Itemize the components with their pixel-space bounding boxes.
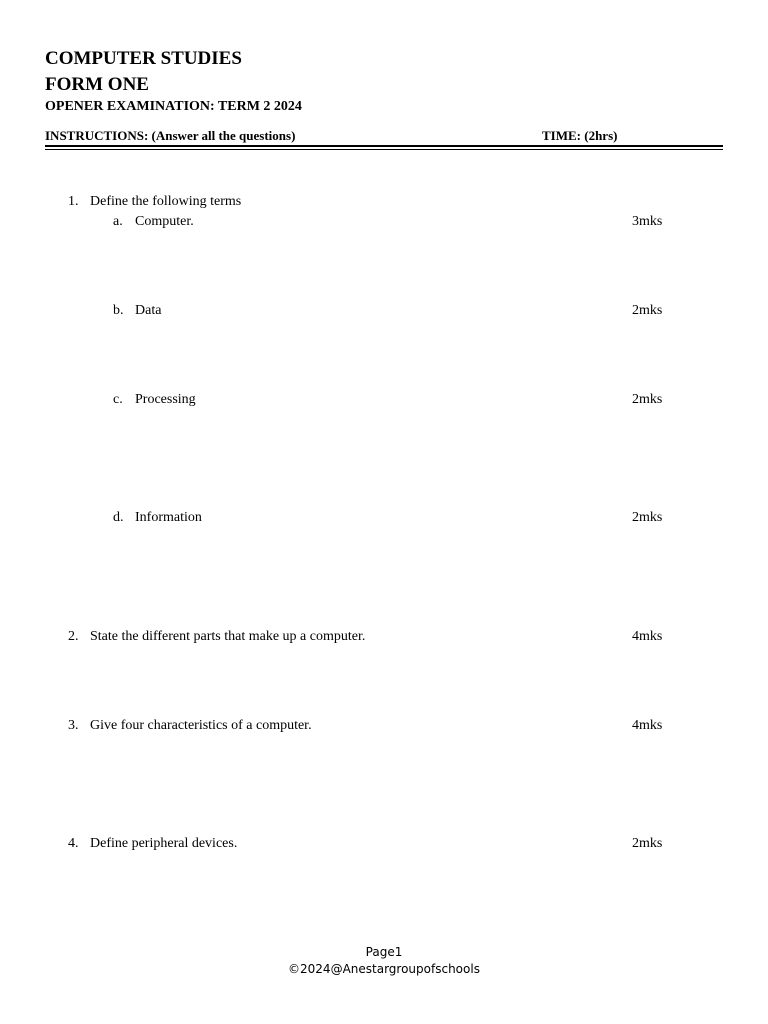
question-number: 1. [68,194,79,209]
part-text: Computer. [135,214,194,229]
question-text: Define peripheral devices. [90,836,238,851]
question-number: 4. [68,836,79,851]
question-1c [113,391,196,408]
question-number: 2. [68,629,79,644]
exam-title: OPENER EXAMINATION: TERM 2 2024 [45,99,302,114]
question-3 [68,717,312,734]
question-1d [113,509,202,526]
page-number: Page1 [365,945,403,959]
marks-1d: 2mks [632,510,663,525]
part-letter: b. [113,303,124,318]
marks-1a: 3mks [632,214,663,229]
form-title: FORM ONE [45,74,149,95]
header-rule-thick [45,145,723,147]
part-text: Information [135,510,202,525]
part-letter: a. [113,214,123,229]
question-1b [113,302,161,319]
time-label: TIME: (2hrs) [542,128,618,143]
question-2 [68,628,365,645]
question-number: 3. [68,718,79,733]
marks-2: 4mks [632,629,663,644]
instructions-label: INSTRUCTIONS: (Answer all the questions) [45,128,296,143]
marks-3: 4mks [632,718,663,733]
question-1a [113,213,194,230]
marks-1b: 2mks [632,303,663,318]
part-letter: c. [113,392,123,407]
part-letter: d. [113,510,124,525]
marks-1c: 2mks [632,392,663,407]
subject-title: COMPUTER STUDIES [45,48,242,69]
part-text: Data [135,303,162,318]
question-text: Give four characteristics of a computer. [90,718,312,733]
question-text: Define the following terms [90,194,242,209]
question-text: State the different parts that make up a computer. [90,629,366,644]
question-1 [68,193,241,210]
marks-4: 2mks [632,836,663,851]
header-rule-thin [45,149,723,150]
copyright-notice: ©2024@Anestargroupofschools [288,962,480,976]
part-text: Processing [135,392,196,407]
question-4 [68,835,237,852]
